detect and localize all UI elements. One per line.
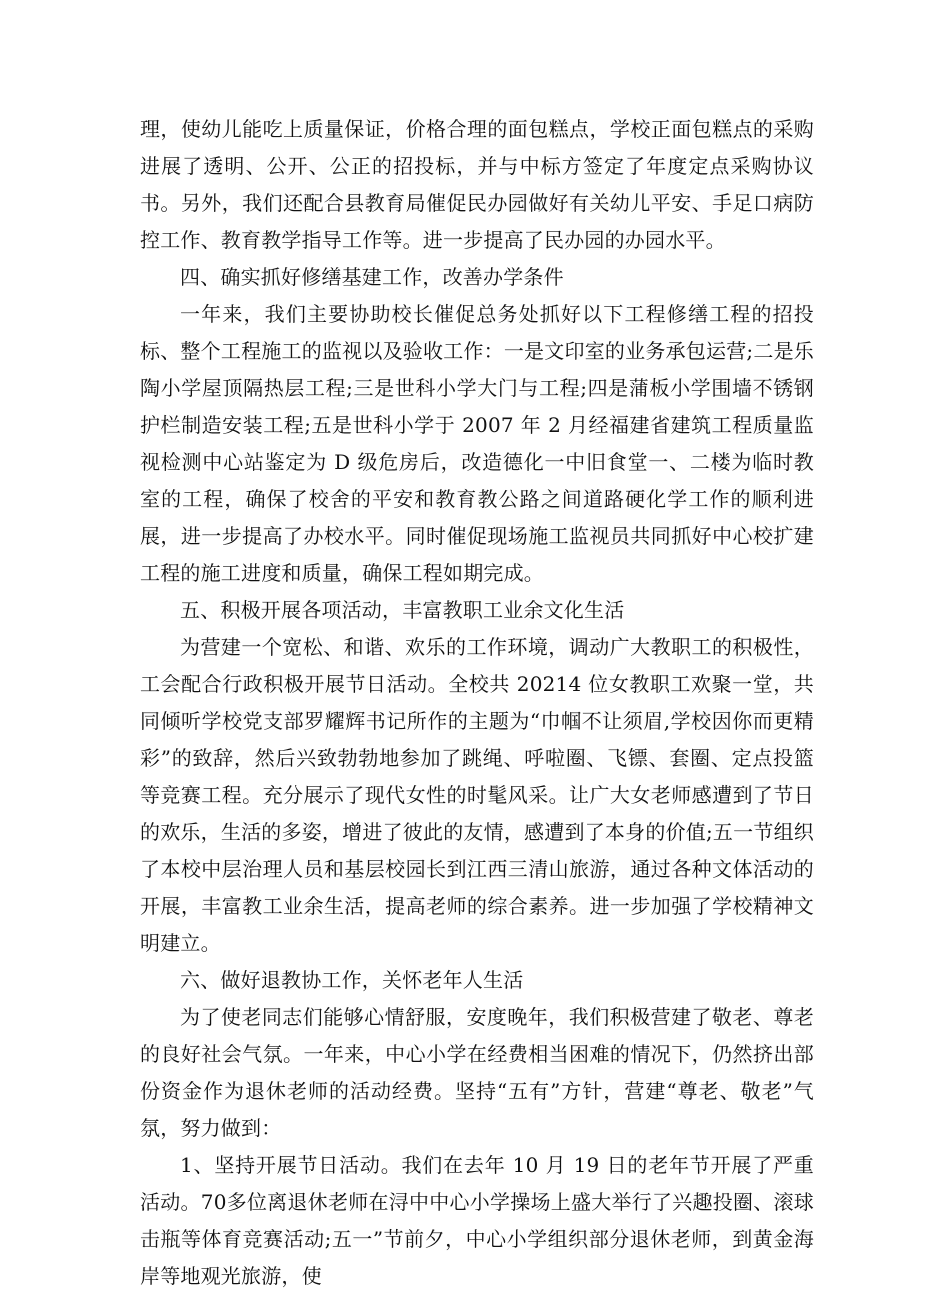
paragraph-staff-activities: 为营建一个宽松、和谐、欢乐的工作环境，调动广大教职工的积极性，工会配合行政积极开展节日活动。全校共 20214 位女教职工欢聚一堂，共同倾听学校党支部罗耀辉书记所作的主题为“巾帼不让须眉,学校因你而更精彩”的致辞，然后兴致勃勃地参加了跳绳、呼啦圈、飞镖、套圈、定点投篮等竞赛工程。充分展示了现代女性的时髦风采。让广大女老师感遭到了节日的欢乐，生活的多姿，增进了彼此的友情，感遭到了本身的价值;五一节组织了本校中层治理人员和基层校园长到江西三清山旅游，通过各种文体活动的开展，丰富教工业余生活，提高老师的综合素养。进一步加强了学校精神文明建立。 [140, 635, 814, 955]
paragraph-retired-teachers: 为了使老同志们能够心情舒服，安度晚年，我们积极营建了敬老、尊老的良好社会气氛。一年来，中心小学在经费相当困难的情况下，仍然挤出部份资金作为退休老师的活动经费。坚持“五有”方针，营建“尊老、敬老”气氛，努力做到： [140, 1005, 814, 1140]
document-body [140, 111, 814, 1295]
paragraph-construction-work: 一年来，我们主要协助校长催促总务处抓好以下工程修缮工程的招投标、整个工程施工的监视以及验收工作：一是文印室的业务承包运营;二是乐陶小学屋顶隔热层工程;三是世科小学大门与工程;四是蒲板小学围墙不锈钢护栏制造安装工程;五是世科小学于 2007 年 2 月经福建省建筑工程质量监视检测中心站鉴定为 D 级危房后，改造德化一中旧食堂一、二楼为临时教室的工程，确保了校舍的平安和教育教公路之间道路硬化学工作的顺利进展，进一步提高了办校水平。同时催促现场施工监视员共同抓好中心校扩建工程的施工进度和质量，确保工程如期完成。 [140, 302, 814, 585]
paragraph-holiday-activities: 1、坚持开展节日活动。我们在去年 10 月 19 日的老年节开展了严重活动。70多位离退休老师在浔中中心小学操场上盛大举行了兴趣投圈、滚球击瓶等体育竞赛活动;五一”节前夕，中心小学组织部分退休老师，到黄金海岸等地观光旅游，使 [140, 1153, 814, 1288]
section-heading-6: 六、做好退教协工作，关怀老年人生活 [180, 968, 524, 992]
paragraph-continued: 理，使幼儿能吃上质量保证，价格合理的面包糕点，学校正面包糕点的采购进展了透明、公开、公正的招投标，并与中标方签定了年度定点采购协议书。另外，我们还配合县教育局催促民办园做好有关幼儿平安、手足口病防控工作、教育教学指导工作等。进一步提高了民办园的办园水平。 [140, 117, 814, 252]
section-heading-4: 四、确实抓好修缮基建工作，改善办学条件 [180, 265, 564, 289]
section-heading-5: 五、积极开展各项活动，丰富教职工业余文化生活 [180, 598, 625, 622]
